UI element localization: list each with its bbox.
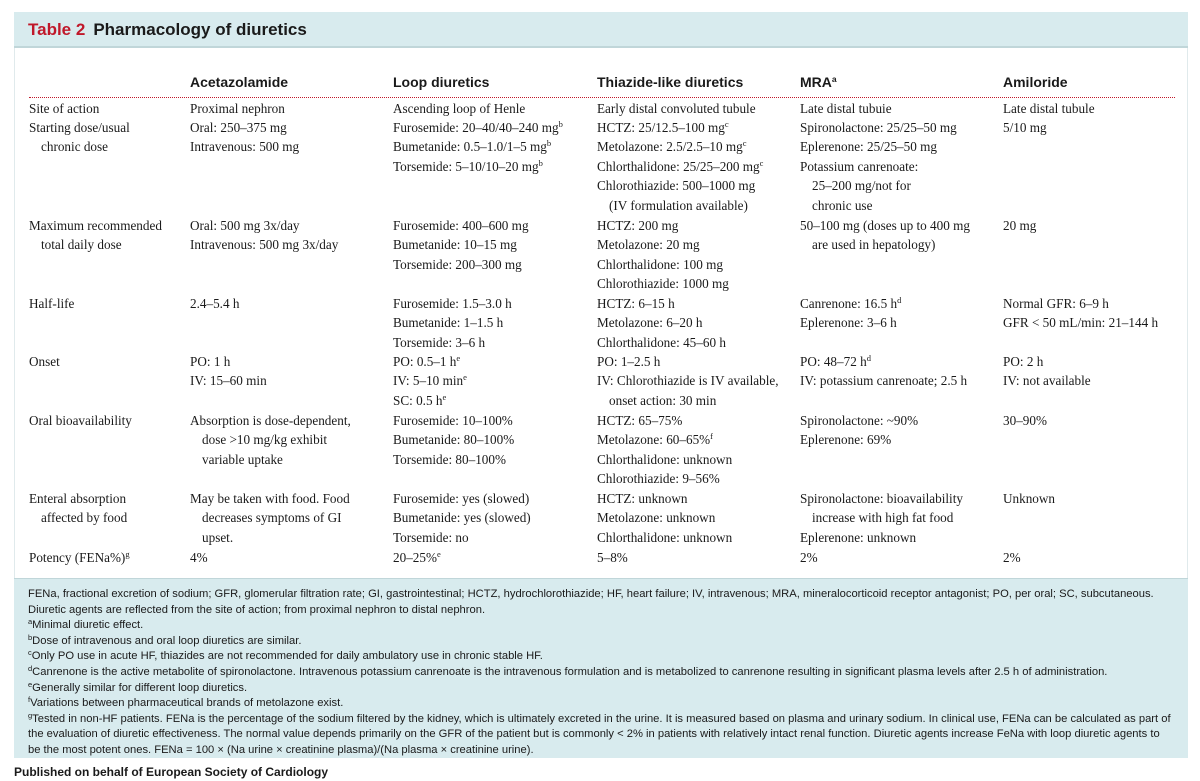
cell-line: Eplerenone: unknown (800, 529, 917, 545)
cell-line: 30–90% (1003, 413, 1047, 428)
cell-line: SC: 0.5 $h^e$ (393, 391, 447, 408)
table-title: Pharmacology of diuretics (93, 20, 307, 39)
cell-line: Proximal nephron (190, 101, 285, 116)
table-cell (800, 216, 970, 255)
cell-line: Unknown (1003, 491, 1056, 506)
cell-line: onset action: 30 min (609, 392, 717, 408)
cell-line: PO: 1–2.5 h (597, 354, 661, 369)
footnote-mark: g (28, 710, 33, 720)
cell-line: 50–100 mg (doses up to 400 mg (800, 218, 970, 233)
footnote-mark: e (463, 372, 467, 383)
cell-line: Eplerenone: 25/25–50 mg (800, 139, 937, 155)
cell-line: 5/10 mg (1003, 120, 1047, 135)
footnote-mark: d (897, 295, 902, 305)
table-number: Table 2 (28, 20, 86, 39)
cell-line: Potassium canrenoate: (800, 158, 919, 174)
diuretics-table (14, 48, 1188, 578)
table-cell (597, 216, 729, 294)
row-label (29, 118, 130, 157)
table-cell (190, 489, 350, 547)
table-cell (190, 294, 239, 313)
cell-line: IV: 5–10 $\min^e$ (393, 372, 467, 389)
table-cell (393, 216, 529, 274)
cell-line: (IV formulation available) (609, 197, 748, 213)
column-header-text: MRA (800, 74, 832, 90)
table-cell (190, 352, 267, 391)
cell-line: Ascending loop of Henle (393, 101, 526, 116)
cell-line: Spironolactone: ~90% (800, 413, 919, 428)
table-cell (190, 216, 338, 255)
table-cell (597, 489, 732, 547)
cell-line: Chlorthalidone: 45–60 h (597, 334, 726, 350)
row-label (29, 99, 99, 118)
cell-line: Furosemide: 20–40/40–240 $mg^b$ (393, 119, 563, 135)
table-cell (800, 352, 967, 391)
cell-line: PO: 2 h (1003, 354, 1044, 369)
cell-line: Torsemide: no (393, 529, 469, 545)
column-header-text: Thiazide-like diuretics (597, 74, 744, 90)
table-cell (1003, 99, 1095, 118)
table-frame (14, 12, 1188, 758)
row-label (29, 411, 132, 430)
cell-line: variable uptake (202, 451, 283, 467)
cell-line: Bumetanide: 1–1.5 h (393, 315, 504, 331)
row-label-line: Enteral absorption (29, 491, 127, 506)
footnote-mark: f (28, 695, 31, 705)
footnote: $^c$Only PO use in acute HF, thiazides are not recommended for daily ambulatory use in chronic stable HF. (28, 648, 543, 663)
footnote-mark: c (28, 648, 32, 658)
footnote-mark: e (28, 679, 33, 689)
row-label-line: Half-life (29, 296, 75, 311)
column-header-3 (597, 74, 743, 90)
column-header-1 (190, 74, 288, 90)
cell-line: 25–200 mg/not for (812, 178, 911, 194)
cell-line: Metolazone: 6–20 h (597, 315, 703, 331)
table-cell (393, 118, 563, 176)
table-cell (1003, 411, 1047, 430)
cell-line: Torsemide: 80–100% (393, 451, 506, 467)
cell-line: GFR < 50 mL/min: 21–144 h (1003, 315, 1159, 331)
row-label-line: affected by food (41, 510, 128, 526)
row-label-line: Potency (FENa%)$^g$ (29, 549, 130, 565)
cell-line: 2.4–5.4 h (190, 296, 240, 311)
cell-line: PO: 48–72 $h^d$ (800, 353, 871, 369)
cell-line: Absorption is dose-dependent, (190, 413, 351, 428)
footnote-mark: b (546, 138, 552, 149)
cell-line: decreases symptoms of GI (202, 510, 342, 526)
cell-line: Spironolactone: bioavailability (800, 491, 963, 506)
footnote-mark: c (742, 138, 747, 149)
cell-line: PO: 1 h (190, 354, 231, 369)
cell-line: HCTZ: 200 mg (597, 218, 679, 233)
table-cell (800, 489, 963, 547)
table-footnotes (14, 578, 1188, 758)
cell-line: Early distal convoluted tubule (597, 101, 756, 116)
cell-line: 5–8% (597, 550, 628, 565)
footnote-mark: e (442, 391, 447, 402)
table-cell (597, 118, 763, 215)
cell-line: Metolazone: 20 mg (597, 237, 700, 253)
footnote: $^f$Variations between pharmaceutical brands of metolazone exist. (28, 695, 344, 710)
table-cell (597, 548, 628, 567)
footnote-mark: c (724, 119, 729, 129)
cell-line: Late distal tubuie (800, 101, 892, 116)
cell-line: 20 mg (1003, 218, 1037, 233)
table-cell (597, 411, 732, 489)
cell-line: Bumetanide: yes (slowed) (393, 510, 531, 526)
footnote-mark: c (759, 157, 764, 168)
table-cell (597, 294, 726, 352)
cell-line: IV: potassium canrenoate; 2.5 h (800, 373, 968, 389)
cell-line: Chlorthalidone: unknown (597, 529, 733, 545)
cell-line: Metolazone: unknown (597, 510, 716, 526)
table-cell (800, 294, 901, 333)
cell-line: increase with high fat food (812, 510, 954, 526)
column-header-4 (800, 74, 837, 90)
footnote-mark: d (28, 663, 33, 673)
table-cell (1003, 489, 1055, 508)
table-cell (1003, 352, 1091, 391)
cell-line: Furosemide: 10–100% (393, 413, 513, 428)
footnote: Diuretic agents are reflected from the site of action; from proximal nephron to distal nephron. (28, 603, 486, 616)
footnote: $^d$Canrenone is the active metabolite of spironolactone. Intravenous potassium canrenoate is the intravenous formulation and is metabolized to canrenone resulting in significant plasma levels after 2.5 h of administration. (28, 663, 1108, 678)
cell-line: Metolazone: 60–65%$^f$ (597, 431, 714, 448)
row-label-line: Onset (29, 354, 60, 369)
row-label-line: Maximum recommended (29, 218, 162, 233)
row-label-line: total daily dose (41, 237, 122, 253)
cell-line: HCTZ: 25/12.5–100 $mg^c$ (597, 119, 729, 135)
table-cell (393, 489, 531, 547)
cell-line: IV: Chlorothiazide is IV available, (597, 373, 779, 389)
cell-line: Intravenous: 500 mg (190, 139, 300, 155)
cell-line: Bumetanide: 0.5–1.0/1–5 $mg^b$ (393, 138, 552, 155)
cell-line: PO: 0.5–1 $h^e$ (393, 353, 461, 369)
cell-line: May be taken with food. Food (190, 491, 350, 506)
cell-line: Furosemide: 400–600 mg (393, 218, 529, 233)
cell-line: Bumetanide: 80–100% (393, 432, 515, 448)
table-cell (190, 118, 299, 157)
cell-line: Torsemide: 3–6 h (393, 334, 486, 350)
footnote-mark: b (28, 632, 33, 642)
column-header-5 (1003, 74, 1068, 90)
cell-line: Bumetanide: 10–15 mg (393, 237, 517, 253)
cell-line: upset. (202, 529, 234, 545)
footnote-mark: a (28, 617, 33, 627)
row-label-line: chronic dose (41, 139, 109, 155)
table-cell (800, 548, 818, 567)
cell-line: 2% (1003, 550, 1021, 565)
table-cell (1003, 118, 1047, 137)
cell-line: are used in hepatology) (812, 237, 936, 253)
cell-line: Chlorothiazide: 9–56% (597, 471, 720, 487)
footnote-mark: b (538, 157, 543, 168)
column-header-text: Loop diuretics (393, 74, 490, 90)
table-cell (393, 411, 514, 469)
table-cell (393, 352, 467, 410)
cell-line: Chlorothiazide: 500–1000 mg (597, 178, 756, 194)
cell-line: Furosemide: yes (slowed) (393, 491, 530, 506)
footnote-mark: f (710, 431, 714, 442)
footnote-mark: b (558, 119, 563, 129)
row-label (29, 489, 127, 528)
cell-line: HCTZ: unknown (597, 491, 688, 506)
cell-line: Normal GFR: 6–9 h (1003, 296, 1109, 311)
cell-line: 20–25%$^e$ (393, 549, 441, 565)
footnote-mark: d (866, 353, 871, 363)
table-cell (393, 99, 525, 118)
table-cell (190, 548, 208, 567)
cell-line: Spironolactone: 25/25–50 mg (800, 120, 957, 135)
cell-line: chronic use (812, 197, 873, 213)
footnote-mark: a (831, 74, 837, 84)
header-divider (29, 97, 1175, 98)
cell-line: Chlorthalidone: 100 mg (597, 256, 724, 272)
table-cell (597, 352, 779, 410)
footnote-mark: g (125, 549, 130, 559)
cell-line: Intravenous: 500 mg 3x/day (190, 237, 339, 253)
cell-line: IV: not available (1003, 373, 1091, 389)
table-cell (393, 294, 512, 352)
column-header-text: Amiloride (1003, 74, 1068, 90)
row-label (29, 548, 130, 567)
cell-line: IV: 15–60 min (190, 373, 267, 389)
table-cell (190, 99, 285, 118)
table-cell (800, 118, 957, 215)
row-label (29, 352, 60, 371)
cell-line: HCTZ: 65–75% (597, 413, 683, 428)
row-label (29, 294, 74, 313)
footnote: $^a$Minimal diuretic effect. (28, 617, 144, 632)
cell-line: Eplerenone: 3–6 h (800, 315, 897, 331)
table-cell (800, 99, 892, 118)
cell-line: Chlorthalidone: 25/25–200 $mg^c$ (597, 157, 764, 174)
cell-line: Torsemide: 5–10/10–20 $mg^b$ (393, 157, 543, 174)
table-cell (597, 99, 756, 118)
row-label-line: Oral bioavailability (29, 413, 132, 428)
column-header-text: Acetazolamide (190, 74, 289, 90)
table-cell (190, 411, 351, 469)
column-header-2 (393, 74, 489, 90)
table-title-bar (14, 12, 1188, 48)
table-cell (1003, 216, 1036, 235)
cell-line: 4% (190, 550, 208, 565)
cell-line: Late distal tubule (1003, 101, 1095, 116)
cell-line: Canrenone: 16.5 $h^d$ (800, 295, 902, 311)
table-cell (800, 411, 918, 450)
table-cell (1003, 548, 1021, 567)
footnote: $^g$Tested in non-HF patients. FENa is the percentage of the sodium filtered by the kidney, which is ultimately excreted in the urine. It is measured based on plasma and urinary sodium. In clinical use, FENa can be calculated as part of the evaluation of diuretic effectiveness. The normal value depends primarily on the GFR of the patient but is commonly < 2% in patients with relatively intact renal function. Diuretic agents increase FeNa with loop diuretic agents to be the most potent ones. FENa = 100 × (Na urine × creatinine plasma)/(Na plasma × creatinine urine). (28, 710, 1171, 756)
cell-line: dose >10 mg/kg exhibit (202, 432, 328, 448)
footnote: FENa, fractional excretion of sodium; GFR, glomerular filtration rate; GI, gastrointestinal; HCTZ, hydrochlorothiazide; HF, heart failure; IV, intravenous; MRA, mineralocorticoid receptor antagonist; PO, per oral; SC, subcutaneous. (28, 588, 1154, 600)
cell-line: Torsemide: 200–300 mg (393, 256, 522, 272)
table-cell (1003, 294, 1158, 333)
cell-line: Chlorthalidone: unknown (597, 451, 733, 467)
footnote: $^b$Dose of intravenous and oral loop diuretics are similar. (28, 632, 302, 647)
cell-line: Oral: 500 mg 3x/day (190, 218, 300, 233)
row-label-line: Starting dose/usual (29, 120, 130, 135)
cell-line: 2% (800, 550, 818, 565)
row-label-line: Site of action (29, 101, 100, 116)
cell-line: Oral: 250–375 mg (190, 120, 287, 135)
footnote-mark: e (436, 549, 441, 559)
cell-line: Eplerenone: 69% (800, 432, 892, 448)
publisher-note: Published on behalf of European Society of Cardiology (14, 765, 329, 779)
cell-line: Furosemide: 1.5–3.0 h (393, 296, 512, 311)
cell-line: Chlorothiazide: 1000 mg (597, 276, 729, 292)
footnote-mark: e (456, 353, 461, 363)
footnote: $^e$Generally similar for different loop diuretics. (28, 679, 248, 694)
table-cell (393, 548, 441, 567)
cell-line: Metolazone: 2.5/2.5–10 $mg^c$ (597, 138, 747, 155)
cell-line: HCTZ: 6–15 h (597, 296, 675, 311)
row-label (29, 216, 162, 255)
